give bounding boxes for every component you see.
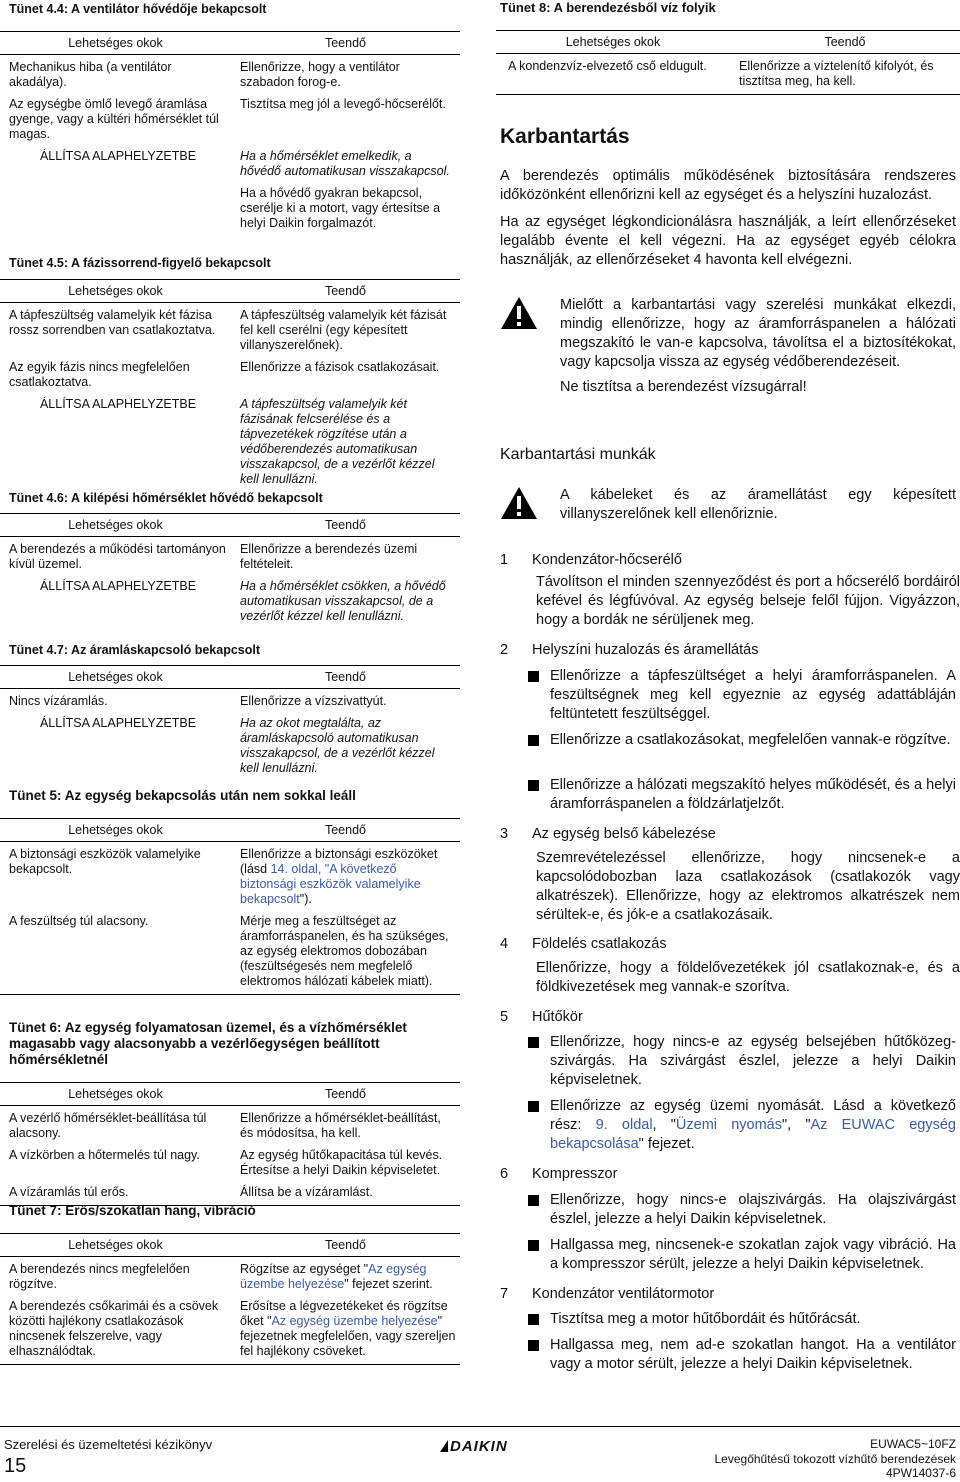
t46-r2-cause: ÁLLÍTSA ALAPHELYZETBE <box>39 579 197 593</box>
t7-table <box>0 1233 460 1365</box>
item-heading: Kondenzátor-hőcserélő <box>532 552 682 568</box>
footer-right <box>715 1437 957 1481</box>
bullet-text: Tisztítsa meg a motor hűtőbordáit és hűtőrácsát. <box>550 1311 861 1327</box>
bullet-text: Ellenőrizze a tápfeszültséget a helyi áramforráspanelen. A feszültségnek meg kell egyeznie az egység adattábláján feltüntetett feszültséggel. <box>550 668 956 722</box>
t7-r1-text-a: Rögzítse az egységet " <box>240 1262 369 1276</box>
t44-r4-cause <box>0 184 231 236</box>
t5-title: Tünet 5: Az egység bekapcsolás után nem sokkal leáll <box>9 788 356 803</box>
t6-r3-cause: A vízáramlás túl erős. <box>9 1185 129 1199</box>
warning-block-2 <box>500 486 956 524</box>
t44-section <box>0 0 460 236</box>
warning-text-1 <box>560 296 956 397</box>
bullet-square-icon <box>528 780 539 791</box>
t47-table <box>0 665 460 781</box>
item-number: 6 <box>500 1166 509 1182</box>
item-number: 5 <box>500 1009 509 1025</box>
warning-triangle-icon <box>500 296 538 330</box>
t47-r2-action: Ha az okot megtalálta, az áramláskapcsoló automatikusan visszakapcsol, de a vezérlőt kézzel kell lenullázni. <box>240 716 435 775</box>
t47-r1-cause: Nincs vízáramlás. <box>9 694 108 708</box>
t47-section <box>0 641 460 781</box>
t5-section <box>0 788 460 995</box>
t8-r1-action: Ellenőrizze a víztelenítő kifolyót, és tisztítsa meg, ha kell. <box>739 59 934 88</box>
t8-h-cause: Lehetséges okok <box>496 31 730 54</box>
t45-table <box>0 279 460 492</box>
t5-table <box>0 818 460 995</box>
page-footer <box>0 1426 960 1482</box>
t7-r2-action <box>231 1297 460 1365</box>
t5-h-action: Teendő <box>231 819 460 842</box>
bullet-text: Hallgassa meg, nincsenek-e szokatlan zajok vagy vibráció. Ha a kompresszor sérült, jelezze a helyi Daikin képviseletnek. <box>550 1237 956 1272</box>
item-body: Szemrevételezéssel ellenőrizze, hogy nincsenek-e a kapcsolódobozban laza csatlakozások (csatlakozók vagy alkatrészek). Ellenőrizze, hogy az elektromos alkatrészek nem sérültek-e, és jók-e a csatlakozásaik. <box>536 850 960 923</box>
t8-title: Tünet 8: A berendezésből víz folyik <box>500 0 716 15</box>
bullet-text: Ellenőrizze a hálózati megszakító helyes működését, és a helyi áramforráspanelen a földzárlatjelzőt. <box>550 777 956 812</box>
item-number: 4 <box>500 936 509 952</box>
t44-table <box>0 31 460 236</box>
t45-r1-action: A tápfeszültség valamelyik két fázisát fel kell cserélni (egy képesített villanyszerelőnek). <box>240 308 447 352</box>
t7-r2-cause: A berendezés csőkarimái és a csövek közötti hajlékony csatlakozások nincsenek felszerelve, vagy elhasználódtak. <box>9 1299 219 1358</box>
t45-r2-cause: Az egyik fázis nincs megfelelően csatlakoztatva. <box>9 360 190 389</box>
t7-r2-text-a: Erősítse a légvezetékeket és rögzítse őket " <box>240 1299 448 1328</box>
item-number: 1 <box>500 552 509 568</box>
page-9-link[interactable]: 9. oldal <box>595 1117 653 1133</box>
bullet-text: Ellenőrizze, hogy nincs-e az egység belsejében hűtőközeg-szivárgás. Ha szivárgást észlel, jelezze a helyi Daikin képviseletnek. <box>550 1034 956 1088</box>
t44-r3-action: Ha a hőmérséklet emelkedik, a hővédő automatikusan visszakapcsol. <box>240 149 450 178</box>
t5-r1-cause: A biztonsági eszközök valamelyike bekapcsolt. <box>9 847 201 876</box>
t8-r1-cause: A kondenzvíz-elvezető cső eldugult. <box>508 59 707 73</box>
footer-manual-title: Szerelési és üzemeltetési kézikönyv <box>4 1437 213 1452</box>
item-body: Távolítson el minden szennyeződést és port a hőcserélő bordáiról kefével és légfúvóval. Az egység belseje felől fújjon. Vigyázzon, hogy a bordák ne sérüljenek meg. <box>536 574 960 628</box>
t6-r2-action: Az egység hűtőkapacitása túl kevés. Értesítse a helyi Daikin képviseletet. <box>240 1148 443 1177</box>
item-heading: Földelés csatlakozás <box>532 936 667 952</box>
item-number: 2 <box>500 642 509 658</box>
t7-r1-text-b: " fejezet szerint. <box>344 1277 433 1291</box>
t5-r2-action: Mérje meg a feszültséget az áramforráspanelen, és ha szükséges, az egység elektromos dobozában (feszültségesés nem megfelelő elektromos hálózati kábelek miatt). <box>240 914 449 988</box>
t44-r1-action: Ellenőrizze, hogy a ventilátor szabadon forog-e. <box>240 60 400 89</box>
bullet-text-sep: , " <box>652 1117 676 1133</box>
bullet-text: Ellenőrizze a csatlakozásokat, megfelelően vannak-e rögzítve. <box>550 732 951 748</box>
warning-1-body: Mielőtt a karbantartási vagy szerelési munkákat elkezdi, mindig ellenőrizze, hogy az áramforráspanelen a hálózati megszakító le van-e kapcsolva, távolítsa el a biztosítékokat, vagy kapcsolja vissza az egység védőberendezéseit. <box>560 297 956 370</box>
t45-h-cause: Lehetséges okok <box>0 280 231 303</box>
t45-r2-action: Ellenőrizze a fázisok csatlakozásait. <box>240 360 440 374</box>
euwac-startup-link[interactable]: Az EUWAC egység bekapcsolása <box>550 1117 956 1152</box>
bullet-square-icon <box>528 1314 539 1325</box>
t46-h-cause: Lehetséges okok <box>0 514 231 537</box>
item-number: 3 <box>500 826 509 842</box>
bullet-square-icon <box>528 1240 539 1251</box>
bullet-square-icon <box>528 1340 539 1351</box>
bullet-square-icon <box>528 735 539 746</box>
t46-section <box>0 489 460 629</box>
t6-title: Tünet 6: Az egység folyamatosan üzemel, és a vízhőmérséklet magasabb vagy alacsonyabb a vezérlőegységen beállított hőmérsékletnél <box>9 1020 407 1067</box>
t7-section <box>0 1203 460 1365</box>
page-number: 15 <box>4 1455 27 1477</box>
t47-h-action: Teendő <box>231 666 460 689</box>
bullet-text-b: " fejezet. <box>638 1136 695 1152</box>
t5-r1-action <box>231 842 460 913</box>
bullet-text: Ellenőrizze, hogy nincs-e olajszivárgás. Ha olajszivárgást észlel, jelezze a helyi Daikin képviseletnek. <box>550 1192 956 1227</box>
daikin-logo <box>440 1438 508 1455</box>
t46-title: Tünet 4.6: A kilépési hőmérséklet hővédő bekapcsolt <box>9 491 323 505</box>
t6-h-action: Teendő <box>231 1083 460 1106</box>
footer-model: EUWAC5~10FZ <box>870 1437 956 1451</box>
t47-r1-action: Ellenőrizze a vízszivattyút. <box>240 694 387 708</box>
t8-h-action: Teendő <box>730 31 960 54</box>
t5-h-cause: Lehetséges okok <box>0 819 231 842</box>
t45-r3-action: A tápfeszültség valamelyik két fázisának felcserélése és a tápvezetékek rögzítése után a védőberendezés automatikusan visszakapcsol, de a vezérlőt kézzel kell lenullázni. <box>240 397 435 486</box>
t44-r2-action: Tisztítsa meg jól a levegő-hőcserélőt. <box>240 97 446 111</box>
item-heading: Hűtőkör <box>532 1009 583 1025</box>
t47-r2-cause: ÁLLÍTSA ALAPHELYZETBE <box>39 716 197 730</box>
t5-r1-text-b: "). <box>299 892 312 906</box>
t5-r2-cause: A feszültség túl alacsony. <box>9 914 149 928</box>
t46-r2-action: Ha a hőmérséklet csökken, a hővédő automatikusan visszakapcsol, de a vezérlőt kézzel kell lenullázni. <box>240 579 446 623</box>
t6-r1-cause: A vezérlő hőmérséklet-beállítása túl alacsony. <box>9 1111 207 1140</box>
t8-section <box>496 0 960 95</box>
t6-section <box>0 1020 460 1206</box>
t44-r3-cause: ÁLLÍTSA ALAPHELYZETBE <box>39 149 197 163</box>
bullet-square-icon <box>528 1037 539 1048</box>
t47-title: Tünet 4.7: Az áramláskapcsoló bekapcsolt <box>9 643 261 657</box>
t7-h-cause: Lehetséges okok <box>0 1234 231 1257</box>
warning-block-1 <box>500 296 956 397</box>
t45-h-action: Teendő <box>231 280 460 303</box>
t7-installation-link-2[interactable]: Az egység üzembe helyezése <box>271 1314 438 1328</box>
bullet-square-icon <box>528 1195 539 1206</box>
t46-h-action: Teendő <box>231 514 460 537</box>
bullet-text-a: Ellenőrizze az egység üzemi nyomását. Lásd a következő rész: <box>550 1098 956 1133</box>
t8-table <box>496 30 960 95</box>
t7-h-action: Teendő <box>231 1234 460 1257</box>
t44-h-action: Teendő <box>231 32 460 55</box>
t6-r3-action: Állítsa be a vízáramlást. <box>240 1185 373 1199</box>
karbantartas-heading: Karbantartás <box>500 125 630 148</box>
bullet-text-sep2: ", " <box>781 1117 811 1133</box>
item-heading: Kompresszor <box>532 1166 618 1182</box>
footer-description: Levegőhűtésű tokozott vízhűtő berendezések <box>714 1451 956 1466</box>
t6-r1-action: Ellenőrizze a hőmérséklet-beállítást, és módosítsa, ha kell. <box>240 1111 441 1140</box>
warning-text-2: A kábeleket és az áramellátást egy képesített villanyszerelőnek kell ellenőriznie. <box>560 487 956 522</box>
warning-triangle-icon <box>500 486 538 520</box>
t6-table <box>0 1082 460 1206</box>
bullet-square-icon <box>528 1101 539 1112</box>
t44-r4-action: Ha a hővédő gyakran bekapcsol, cserélje ki a motort, vagy értesítse a helyi Daikin forgalmazót. <box>240 186 441 230</box>
t46-r1-action: Ellenőrizze a berendezés üzemi feltételeit. <box>240 542 418 571</box>
t44-r1-cause: Mechanikus hiba (a ventilátor akadálya). <box>9 60 172 89</box>
t6-h-cause: Lehetséges okok <box>0 1083 231 1106</box>
item-body: Ellenőrizze, hogy a földelővezetékek jól csatlakoznak-e, és a földkivezetések meg vannak-e szorítva. <box>536 960 960 995</box>
t5-r1-text-a: Ellenőrizze a biztonsági eszközöket (lásd <box>240 847 438 876</box>
daikin-logo-mark <box>440 1440 448 1452</box>
item-heading: Kondenzátor ventilátormotor <box>532 1286 715 1302</box>
t7-title: Tünet 7: Erős/szokatlan hang, vibráció <box>9 1203 256 1218</box>
t7-r1-action <box>231 1257 460 1298</box>
bullet-text <box>550 1097 956 1154</box>
t7-r1-cause: A berendezés nincs megfelelően rögzítve. <box>9 1262 190 1291</box>
warning-1-extra: Ne tisztítsa a berendezést vízsugárral! <box>560 379 807 395</box>
t44-r2-cause: Az egységbe ömlő levegő áramlása gyenge, vagy a kültéri hőmérséklet túl magas. <box>9 97 219 141</box>
t44-h-cause: Lehetséges okok <box>0 32 231 55</box>
t7-installation-link-1[interactable]: Az egység üzembe helyezése <box>240 1262 427 1291</box>
footer-code: 4PW14037-6 <box>885 1466 956 1480</box>
t46-r1-cause: A berendezés a működési tartományon kívül üzemel. <box>9 542 226 571</box>
item-heading: Az egység belső kábelezése <box>532 826 716 842</box>
item-number: 7 <box>500 1286 509 1302</box>
t47-h-cause: Lehetséges okok <box>0 666 231 689</box>
t46-table <box>0 513 460 629</box>
t5-safety-link[interactable]: 14. oldal, "A következő biztonsági eszközök valamelyike bekapcsolt <box>240 862 421 906</box>
daikin-logo-text: DAIKIN <box>450 1438 508 1455</box>
bullet-text: Hallgassa meg, nem ad-e szokatlan hangot. Ha a ventilátor vagy a motor sérült, jelezze a helyi Daikin képviseletnek. <box>550 1337 956 1372</box>
t45-r1-cause: A tápfeszültség valamelyik két fázisa rossz sorrendben van csatlakoztatva. <box>9 308 216 337</box>
karbantartas-p2: Ha az egységet légkondicionálásra használják, a leírt ellenőrzéseket legalább évente el kell végezni. Ha az egységet egyéb célokra használják, az ellenőrzéseket 4 havonta kell elvégezni. <box>500 214 956 268</box>
t45-section <box>0 254 460 492</box>
t45-r3-cause: ÁLLÍTSA ALAPHELYZETBE <box>39 397 197 411</box>
t45-title: Tünet 4.5: A fázissorrend-figyelő bekapcsolt <box>9 256 271 270</box>
karbantartas-p1: A berendezés optimális működésének biztosítására rendszeres időközönként ellenőrizni kell az egységet és a helyszíni huzalozást. <box>500 168 956 203</box>
bullet-square-icon <box>528 671 539 682</box>
operating-pressure-link[interactable]: Üzemi nyomás <box>675 1117 782 1133</box>
t44-title: Tünet 4.4: A ventilátor hővédője bekapcsolt <box>9 2 267 16</box>
t6-r2-cause: A vízkörben a hőtermelés túl nagy. <box>9 1148 200 1162</box>
item-heading: Helyszíni huzalozás és áramellátás <box>532 642 759 658</box>
karbantartasi-munkak-heading: Karbantartási munkák <box>500 446 656 463</box>
t7-r2-text-b: " fejezetnek megfelelően, vagy szereljen fel hajlékony csöveket. <box>240 1314 456 1358</box>
